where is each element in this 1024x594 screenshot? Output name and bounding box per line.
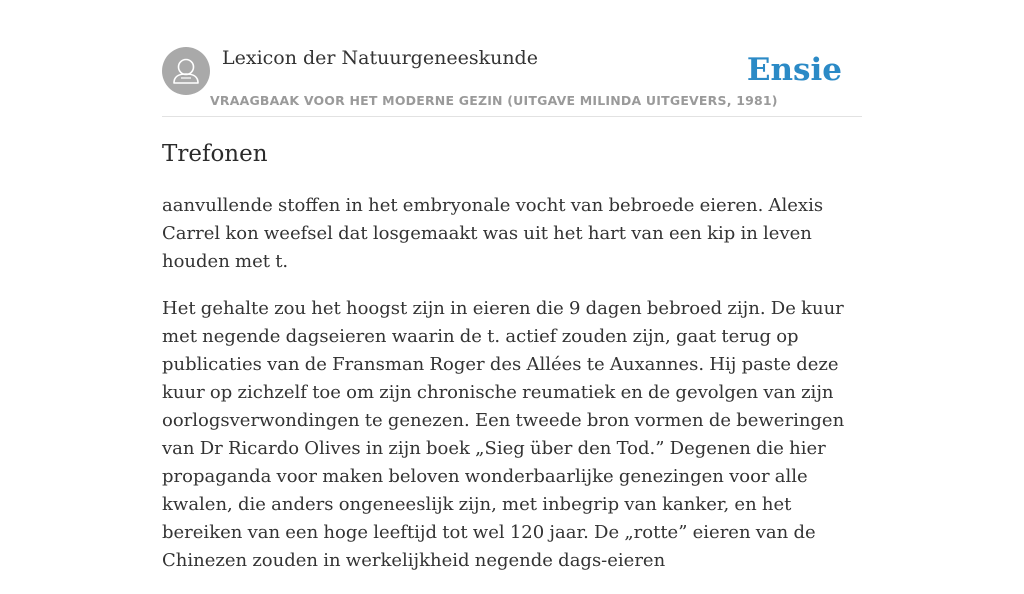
page xyxy=(162,0,862,571)
user-icon xyxy=(162,47,210,95)
avatar[interactable] xyxy=(162,47,210,95)
brand-logo[interactable]: Ensie xyxy=(746,52,842,88)
entry-paragraph: aanvullende stoffen in het embryonale vocht van bebroede eieren. Alexis Carrel kon weefsel dat losgemaakt was uit het hart van een kip in leven houden met t. xyxy=(162,195,824,272)
book-title[interactable]: Lexicon der Natuurgeneeskunde xyxy=(222,47,538,69)
entry-content xyxy=(162,192,862,594)
entry-title: Trefonen xyxy=(162,141,268,167)
header xyxy=(162,46,862,117)
book-subtitle: VRAAGBAAK VOOR HET MODERNE GEZIN (UITGAVE MILINDA UITGEVERS, 1981) xyxy=(210,93,778,108)
entry-paragraph: Het gehalte zou het hoogst zijn in eieren die 9 dagen bebroed zijn. De kuur met negende dagseieren waarin de t. actief zouden zijn, gaat terug op publicaties van de Fransman Roger des Allées te Auxannes. Hij paste deze kuur op zichzelf toe om zijn chronische reumatiek en de gevolgen van zijn oorlogsverwondingen te genezen. Een tweede bron vormen de beweringen van Dr Ricardo Olives in zijn boek „Sieg über den Tod.” Degenen die hier propaganda voor maken beloven wonderbaarlijke genezingen voor alle kwalen, die anders ongeneeslijk zijn, met inbegrip van kanker, en het bereiken van een hoge leeftijd tot wel 120 jaar. De „rotte” eieren van de Chinezen zouden in werkelijkheid negende dags-eieren xyxy=(162,298,845,571)
